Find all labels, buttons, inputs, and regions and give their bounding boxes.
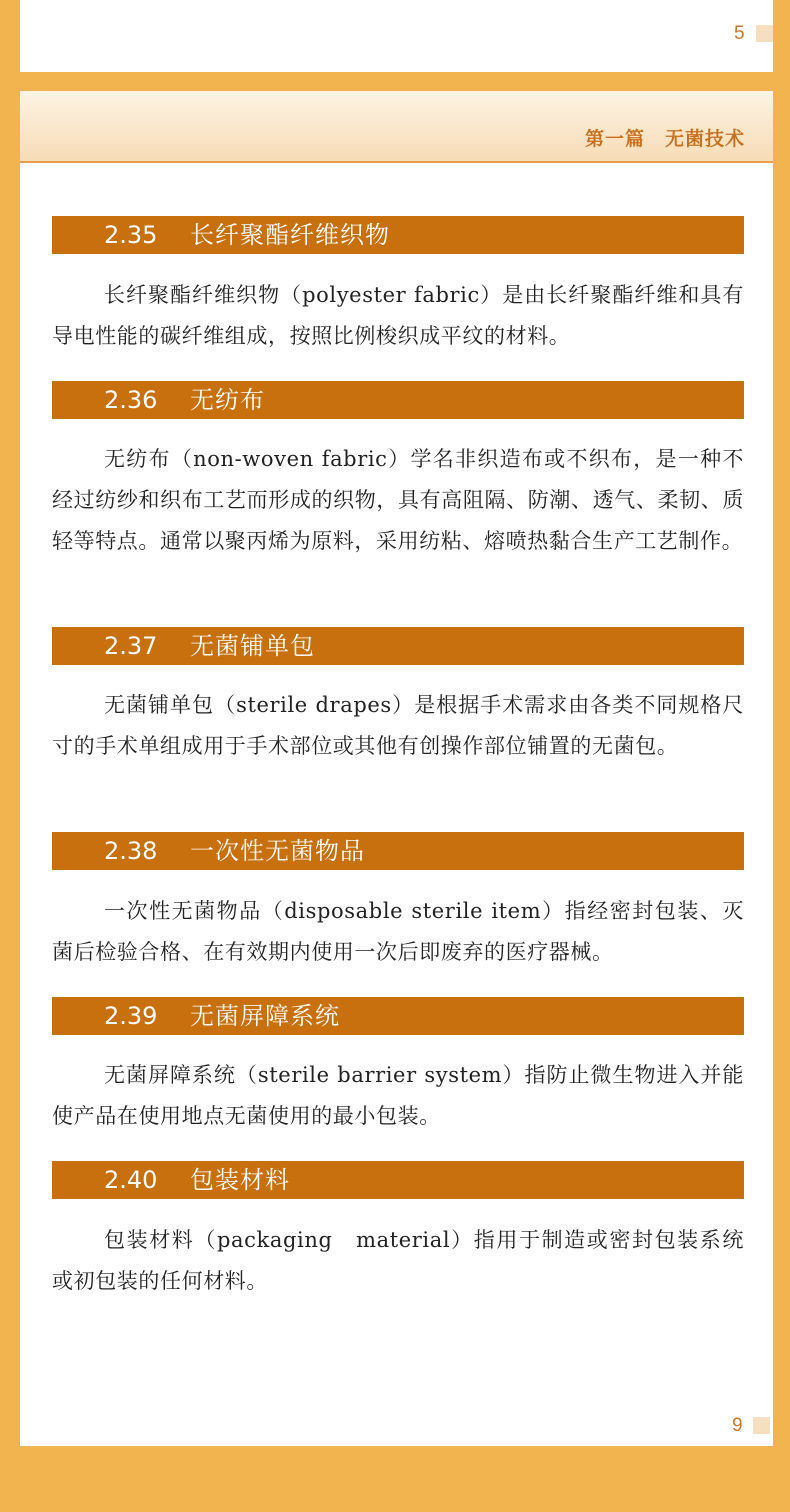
previous-page-fragment	[20, 0, 773, 72]
section-paragraph: 长纤聚酯纤维织物（polyester fabric）是由长纤聚酯纤维和具有导电性能的碳纤维组成，按照比例梭织成平纹的材料。	[52, 283, 744, 348]
section-paragraph: 无菌屏障系统（sterile barrier system）指防止微生物进入并能使产品在使用地点无菌使用的最小包装。	[52, 1063, 744, 1128]
section-title: 长纤聚酯纤维织物	[190, 221, 390, 249]
section-paragraph: 一次性无菌物品（disposable sterile item）指经密封包装、灭菌后检验合格、在有效期内使用一次后即废弃的医疗器械。	[52, 899, 744, 964]
running-header-title: 第一篇 无菌技术	[584, 128, 745, 150]
section-title: 无菌铺单包	[190, 632, 315, 660]
book-page	[20, 91, 773, 1446]
section-heading	[52, 997, 744, 1035]
section-number: 2.39	[104, 1002, 158, 1030]
section-heading	[52, 381, 744, 419]
section-heading	[52, 1161, 744, 1199]
section-number: 2.37	[104, 632, 158, 660]
section-number: 2.40	[104, 1166, 158, 1194]
section-paragraph: 包装材料（packaging material）指用于制造或密封包装系统或初包装的任何材料。	[52, 1228, 744, 1293]
section-heading	[52, 216, 744, 254]
section-number: 2.38	[104, 837, 158, 865]
page-tab-marker	[756, 25, 773, 42]
section-heading	[52, 627, 744, 665]
section-paragraph: 无菌铺单包（sterile drapes）是根据手术需求由各类不同规格尺寸的手术单组成用于手术部位或其他有创操作部位铺置的无菌包。	[52, 693, 744, 758]
top-page-number: 5	[734, 23, 745, 44]
section-title: 一次性无菌物品	[190, 837, 365, 865]
section-title: 无纺布	[190, 386, 265, 414]
section-title: 包装材料	[190, 1166, 290, 1194]
section-heading	[52, 832, 744, 870]
section-number: 2.35	[104, 221, 158, 249]
page-tab-marker	[753, 1417, 770, 1434]
section-paragraph: 无纺布（non-woven fabric）学名非织造布或不织布，是一种不经过纺纱和织布工艺而形成的织物，具有高阻隔、防潮、透气、柔韧、质轻等特点。通常以聚丙烯为原料，采用纺粘、熔喷热黏合生产工艺制作。	[52, 447, 744, 553]
running-header	[20, 91, 773, 163]
section-number: 2.36	[104, 386, 158, 414]
page-number: 9	[732, 1415, 743, 1436]
section-title: 无菌屏障系统	[190, 1002, 340, 1030]
